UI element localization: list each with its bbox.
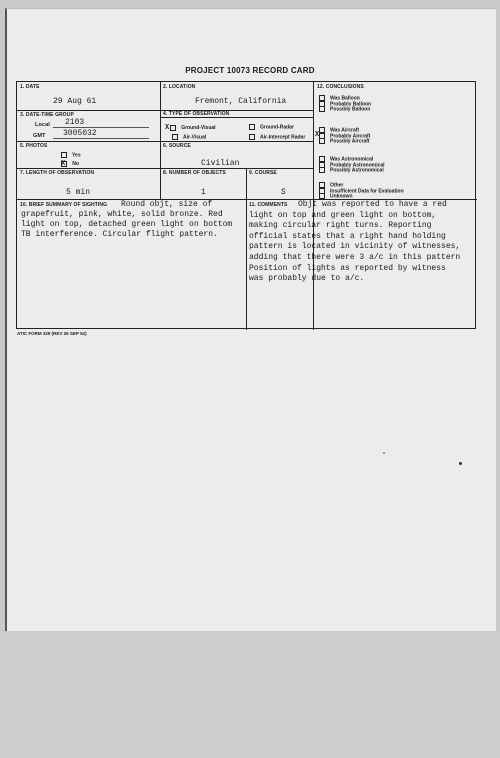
summary-text <box>21 200 243 240</box>
conclusion-text: Was Aircraft <box>330 127 360 134</box>
checkbox-air-visual: Air-Visual <box>172 134 206 140</box>
comments-text <box>249 200 471 285</box>
underline <box>53 138 149 139</box>
source-label: 6. SOURCE <box>163 143 191 149</box>
underline <box>53 127 149 128</box>
divider <box>246 168 247 199</box>
objects-value: 1 <box>201 188 206 197</box>
checkbox <box>319 138 325 144</box>
comments-line: pattern is located in vicinity of witnesses, <box>249 242 461 252</box>
location-value: Fremont, California <box>195 97 287 106</box>
conclusion-option <box>319 167 384 173</box>
comments-line: making circular right turns. Reporting <box>249 221 432 231</box>
paper-speck <box>383 452 385 454</box>
summary-line: grapefruit, pink, white, solid bronze. Red <box>21 210 223 219</box>
location-label: 2. LOCATION <box>163 84 196 90</box>
summary-line: TB interference. Circular flight pattern. <box>21 230 218 239</box>
divider <box>160 117 313 118</box>
comments-line: was probably due to a/c. <box>249 274 365 284</box>
summary-line: Round objt, size of <box>121 200 213 209</box>
observation-label: 4. TYPE OF OBSERVATION <box>163 111 230 117</box>
dtg-local-value: 2103 <box>65 118 85 127</box>
dtg-gmt-value: 3005032 <box>63 129 97 138</box>
checkbox-photos-no: X No <box>61 160 79 168</box>
conclusion-option <box>319 193 353 199</box>
divider <box>17 168 313 169</box>
summary-label: 10. BRIEF SUMMARY OF SIGHTING <box>20 202 108 208</box>
form-number: ATIC FORM 329 (REV 26 SEP 52) <box>17 331 87 336</box>
conclusion-text: Possibly Balloon <box>330 106 371 113</box>
checkbox-ground-radar: Ground-Radar <box>249 124 294 130</box>
conclusion-mark: X <box>315 130 320 139</box>
paper-speck <box>459 462 462 465</box>
course-label: 9. COURSE <box>249 170 277 176</box>
conclusion-text: Was Balloon <box>330 95 360 102</box>
conclusion-text: Possibly Aircraft <box>330 138 370 145</box>
comments-line: official states that a right hand holding <box>249 231 446 241</box>
photos-label: 5. PHOTOS <box>20 143 48 149</box>
conclusion-text: Was Astronomical <box>330 156 374 163</box>
comments-line: light on top and green light on bottom, <box>249 210 437 220</box>
checkbox <box>319 106 325 112</box>
length-value: 5 min <box>66 188 91 197</box>
date-label: 1. DATE <box>20 84 40 90</box>
checkbox-air-intercept-radar: Air-Intercept Radar <box>249 134 305 140</box>
length-label: 7. LENGTH OF OBSERVATION <box>20 170 95 176</box>
dtg-gmt-label: GMT <box>33 133 46 139</box>
comments-label: 11. COMMENTS <box>249 202 288 208</box>
comments-line: adding that there were 3 a/c in this pattern <box>249 252 461 262</box>
conclusion-text: Probably Balloon <box>330 100 372 107</box>
dtg-local-label: Local <box>35 122 50 128</box>
conclusion-text: Unknown <box>330 193 353 200</box>
date-value: 29 Aug 61 <box>53 97 97 106</box>
checkbox-photos-yes: Yes <box>61 152 81 158</box>
objects-label: 8. NUMBER OF OBJECTS <box>163 170 226 176</box>
checkbox <box>319 167 325 173</box>
summary-line: light on top, detached green light on bottom <box>21 220 233 229</box>
source-value: Civilian <box>201 159 240 168</box>
divider <box>17 141 313 142</box>
card-title: PROJECT 10073 RECORD CARD <box>185 66 315 75</box>
conclusions-label: 12. CONCLUSIONS <box>317 84 364 90</box>
conclusion-text: Probably Aircraft <box>330 132 371 139</box>
conclusion-text: Other <box>330 182 344 189</box>
checkbox <box>319 193 325 199</box>
comments-line: Objt was reported to have a red <box>298 200 447 209</box>
divider <box>246 199 247 330</box>
conclusion-text: Probably Astronomical <box>330 161 385 168</box>
conclusion-text: Possibly Astronomical <box>330 167 384 174</box>
conclusion-text: Insufficient Data for Evaluation <box>330 187 404 194</box>
course-value: S <box>281 188 286 197</box>
conclusion-option <box>319 106 370 112</box>
checkbox-ground-visual: X Ground-Visual <box>165 124 216 132</box>
dtg-label: 3. DATE-TIME GROUP <box>20 112 74 118</box>
comments-line: Position of lights as reported by witness <box>249 263 446 273</box>
conclusion-option <box>319 138 370 144</box>
page-background <box>0 632 500 758</box>
